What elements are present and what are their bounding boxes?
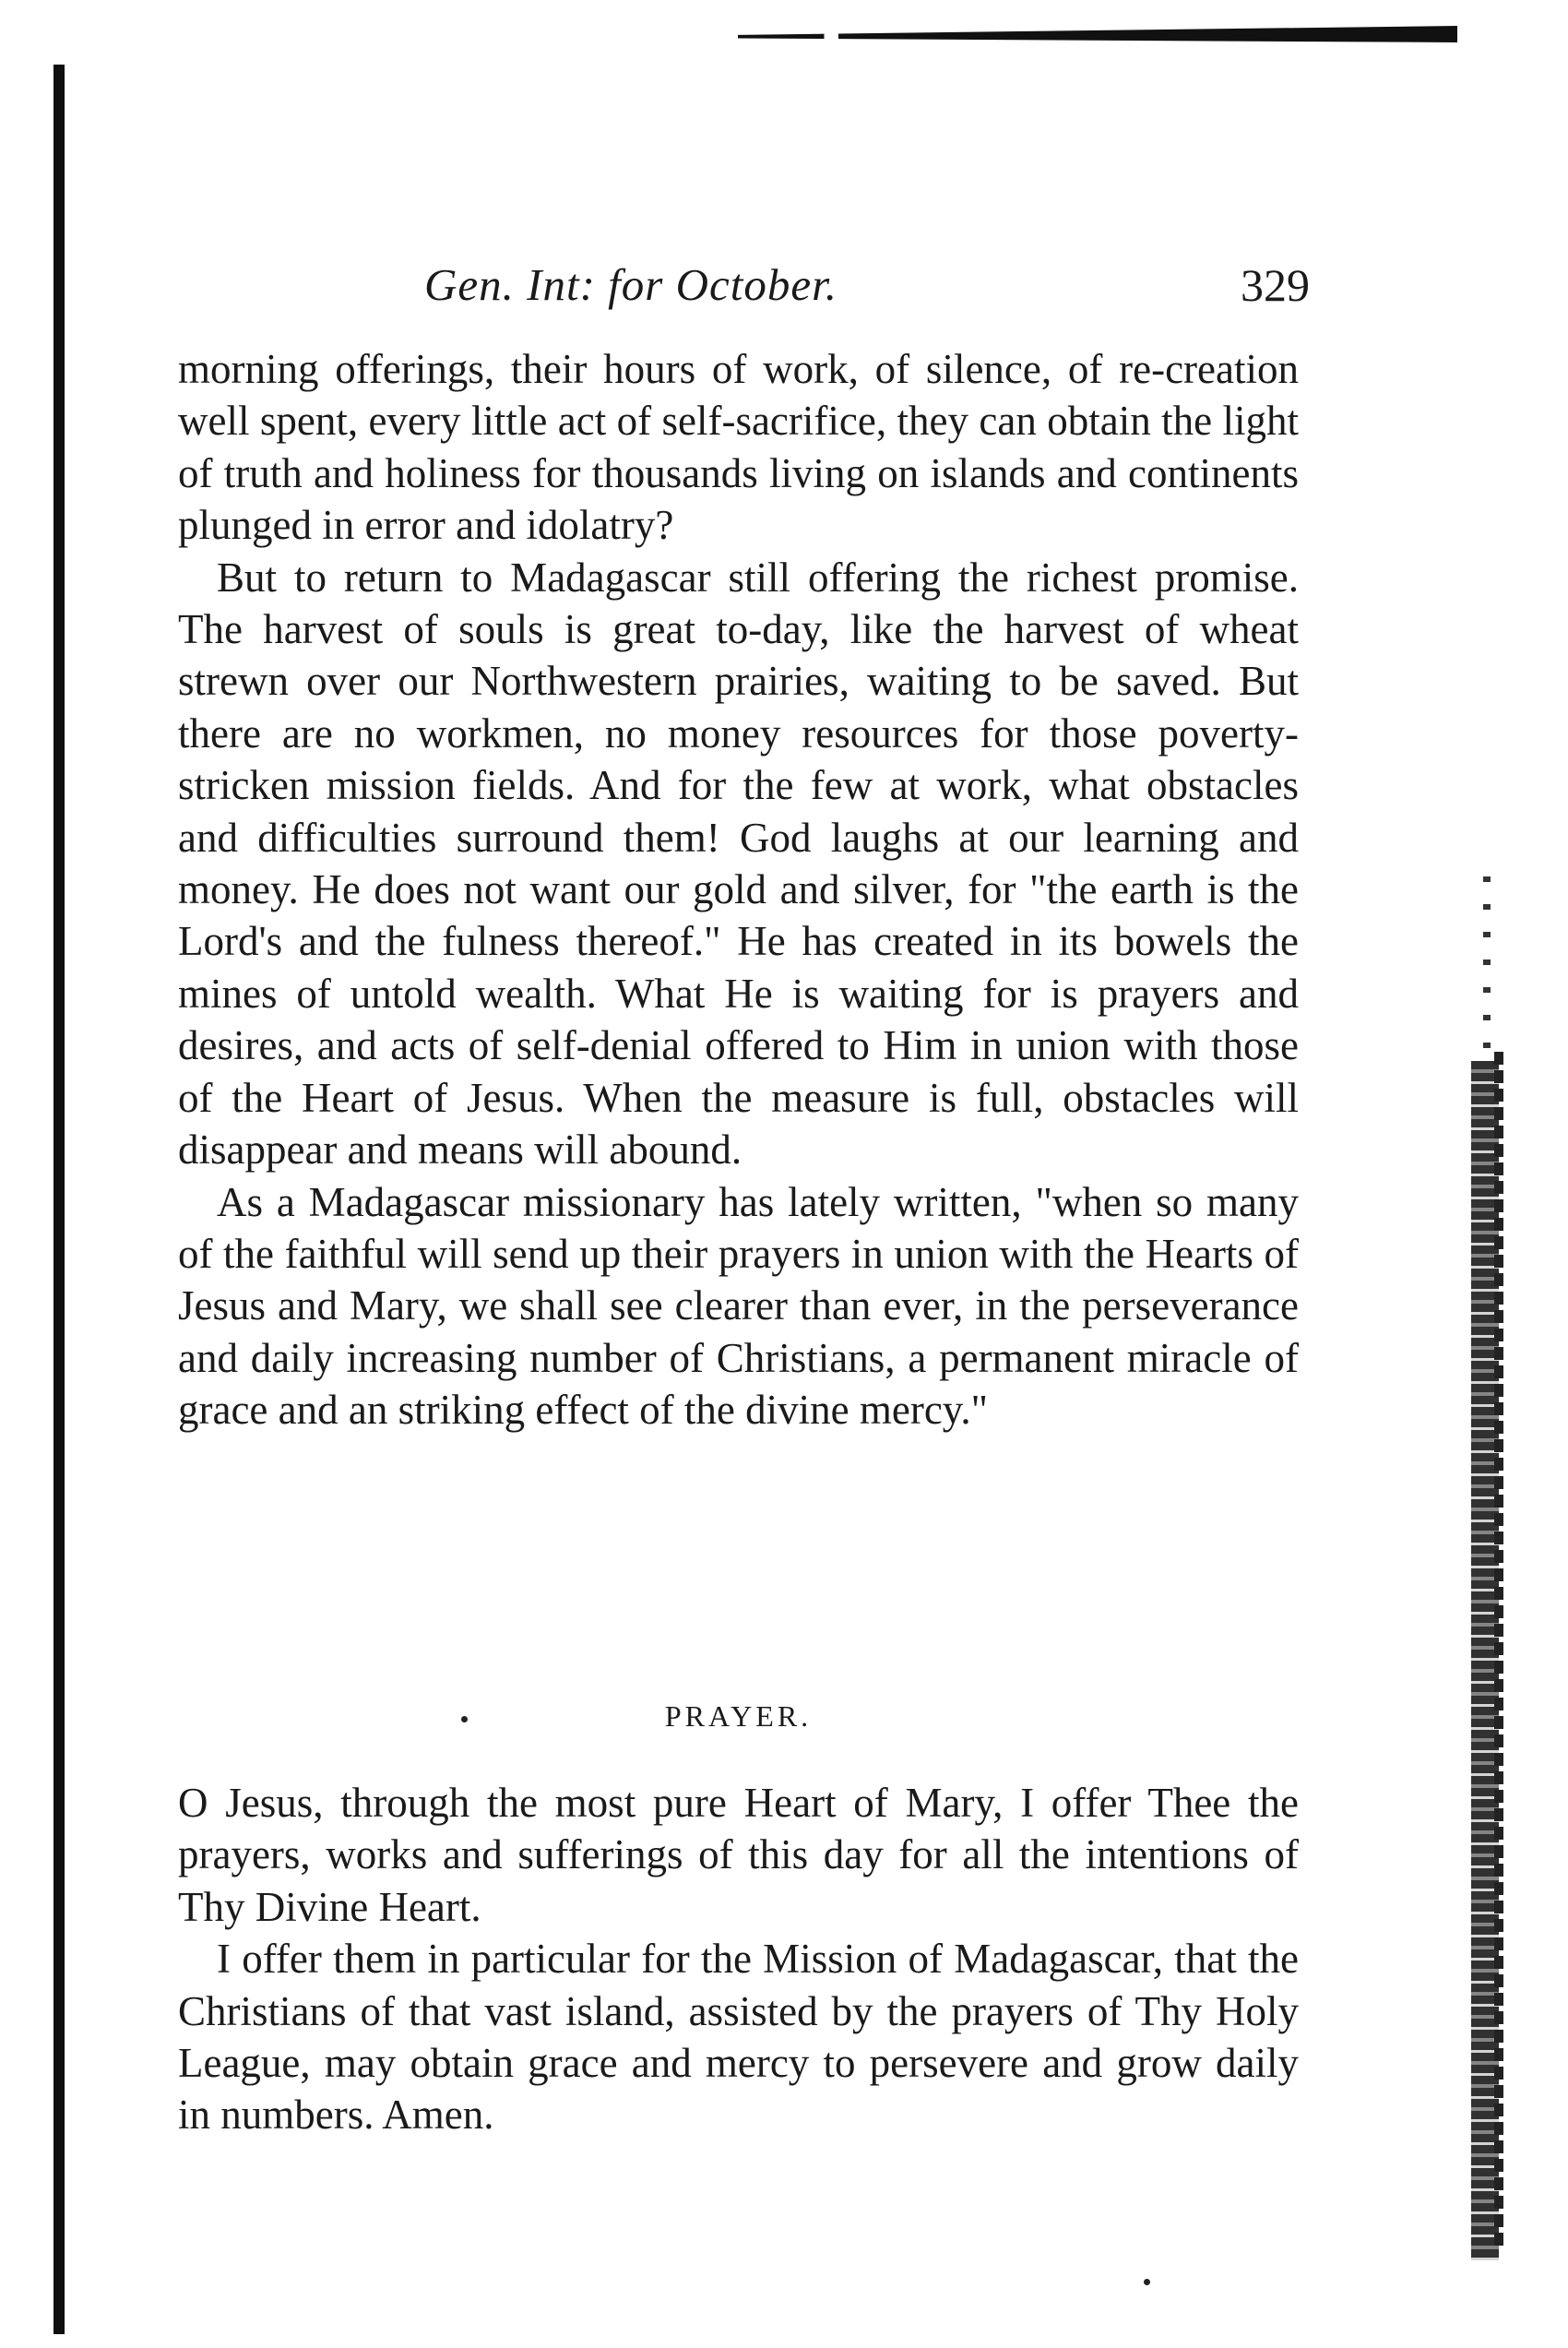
running-head: Gen. Int: for October. xyxy=(424,259,837,310)
prayer-paragraph-1: O Jesus, through the most pure Heart of Mary, I offer Thee the prayers, works and sufferings of this day for all the intentions of Thy Divine Heart. xyxy=(178,1780,1299,1930)
body-paragraph-2: But to return to Madagascar still offering the richest promise. The harvest of souls is great to-day, like the harvest of wheat strewn over our Northwestern prairies, waiting to be saved. But there are no workmen, no money resources for those poverty-stricken mission fields. And for the few at work, what obstacles and difficulties surround them! God laughs at our learning and money. He does not want our gold and silver, for "the earth is the Lord's and the fulness thereof." He has created in its bowels the mines of untold wealth. What He is waiting for is prayers and desires, and acts of self-denial offered to Him in union with those of the Heart of Jesus. When the measure is full, obstacles will disappear and means will abound. xyxy=(178,554,1299,1174)
body-paragraph-3: As a Madagascar missionary has lately written, "when so many of the faithful will send up their prayers in union with the Hearts of Jesus and Mary, we shall see clearer than ever, in the perseverance and daily increasing number of Christians, a permanent miracle of grace and an striking effect of the divine mercy." xyxy=(178,1178,1299,1434)
body-paragraph-1: morning offerings, their hours of work, of silence, of re-creation well spent, every little act of self-sacrifice, they can obtain the light of truth and holiness for thousands living on islands and continents plunged in error and idolatry? xyxy=(178,346,1299,549)
scan-right-edge-thin xyxy=(1494,1052,1503,2251)
prayer-heading: PRAYER. xyxy=(664,1699,813,1733)
scan-right-specks xyxy=(1483,876,1491,1061)
body-text xyxy=(178,343,1299,1436)
prayer-text xyxy=(178,1777,1299,2141)
scan-left-edge xyxy=(53,65,65,2334)
stray-mark-bottom xyxy=(1144,2279,1150,2285)
page-header xyxy=(424,258,1310,323)
scan-top-rule xyxy=(738,26,1457,42)
prayer-paragraph-2: I offer them in particular for the Mission of Madagascar, that the Christians of that vast island, assisted by the prayers of Thy Holy League, may obtain grace and mercy to persevere and grow daily in numbers. Amen. xyxy=(178,1936,1299,2139)
page-number: 329 xyxy=(1241,259,1310,311)
